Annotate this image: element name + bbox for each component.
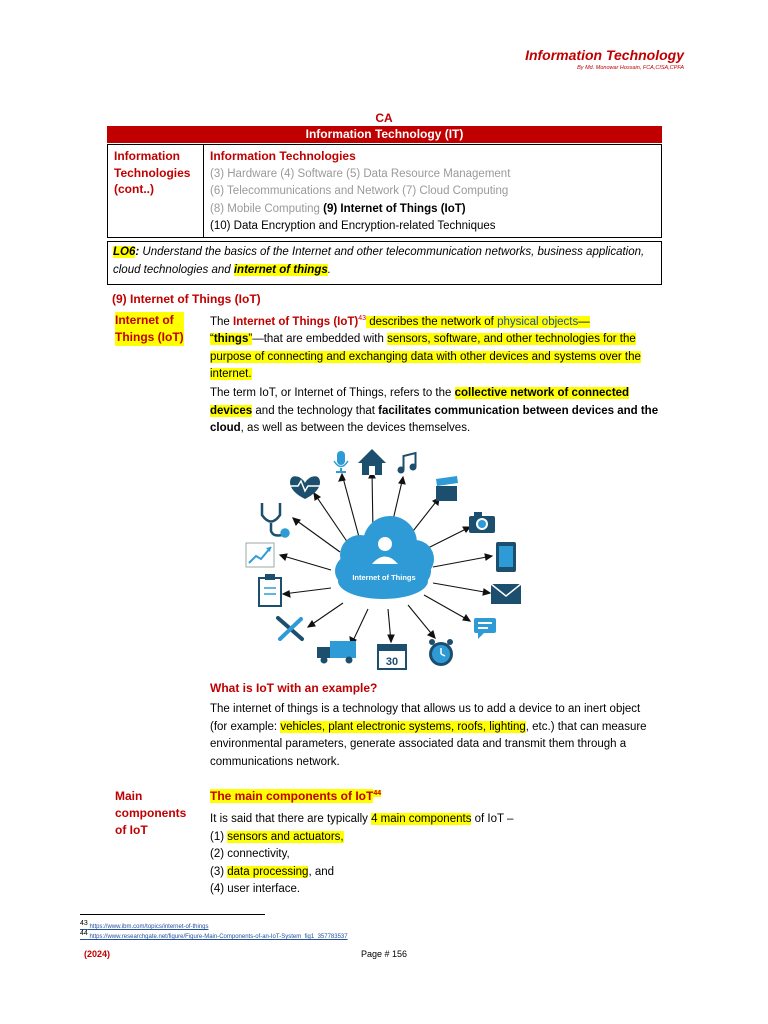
topics-label-line: Technologies: [114, 165, 191, 180]
text: , and: [308, 865, 335, 878]
topics-label-line: (cont..): [114, 182, 154, 196]
side-line: Things (IoT): [115, 330, 184, 344]
ca-label: CA: [375, 111, 393, 125]
text: The term IoT, or Internet of Things, refers to the: [210, 387, 455, 399]
side-line: Internet of: [115, 313, 174, 327]
calendar-day: 30: [385, 656, 399, 668]
topics-box: [107, 144, 662, 238]
text: —that are embedded with: [252, 333, 388, 346]
topic-line: (3) Hardware (4) Software (5) Data Resource Management: [210, 167, 511, 180]
topic-line: (10) Data Encryption and Encryption-related Techniques: [210, 220, 496, 232]
footnote-ref: 43: [358, 315, 367, 322]
header-author: By Md. Monowar Hossain, FCA,CISA,CPFA: [577, 65, 684, 71]
text-hl: data processing: [227, 865, 309, 878]
section-title: (9) Internet of Things (IoT): [112, 292, 261, 306]
text: , as well as between the devices themselves.: [240, 422, 471, 434]
list-intro: [210, 811, 660, 829]
topics-heading: Information Technologies: [210, 149, 356, 163]
text-hl: collective network of connected devices: [210, 387, 630, 417]
text: of IoT –: [471, 813, 514, 825]
text: (1): [210, 830, 228, 843]
list-item: [210, 864, 660, 882]
footnote-ref: 44: [373, 790, 382, 797]
smartphone-icon: [496, 542, 516, 572]
text: It is said that there are typically: [210, 813, 372, 825]
clapperboard-icon: [436, 476, 458, 501]
box-divider: [203, 145, 204, 237]
text-hl: 4 main components: [371, 813, 472, 825]
topic-gray: (8) Mobile Computing: [210, 202, 324, 215]
footnote-number: 44: [80, 930, 88, 937]
lo-code: LO6: [113, 246, 136, 258]
text: The: [210, 315, 234, 328]
footnote-43[interactable]: [80, 920, 209, 930]
lo-colon: :: [135, 246, 143, 258]
topic-current: (9) Internet of Things (IoT): [323, 202, 466, 215]
iot-definition: [210, 310, 660, 384]
lo-text: Understand the basics of the Internet and other telecommunication networks, business application, cloud technologies and: [113, 246, 645, 276]
footnote-number: 43: [80, 920, 88, 927]
text-hl: things: [213, 333, 249, 346]
text-hl: —: [578, 315, 590, 328]
topics-label-line: Information: [114, 149, 180, 163]
subheading-components: [210, 789, 381, 803]
iot-term-paragraph: [210, 385, 660, 438]
subheading-text: The main components of IoT: [210, 789, 374, 803]
mail-icon: [491, 584, 521, 604]
topics-label: [114, 148, 190, 198]
lo-end: .: [327, 264, 331, 276]
home-icon: [358, 449, 386, 475]
topic-line: [210, 201, 510, 219]
calendar-icon: [378, 645, 406, 669]
user-icon: [378, 537, 392, 551]
footnote-rule: [80, 914, 265, 915]
tools-icon: [278, 618, 302, 639]
text-bold: facilitates communication between devices and the cloud: [210, 404, 659, 434]
cloud-label: Internet of Things: [352, 573, 416, 582]
list-item: (4) user interface.: [210, 883, 301, 895]
footer-page-number: Page # 156: [360, 949, 408, 959]
music-icon: [398, 453, 417, 474]
text-hl: describes the network of: [366, 315, 498, 328]
text: (3): [210, 865, 228, 878]
side-line: Main: [115, 789, 143, 803]
topics-list: [210, 148, 510, 236]
text: , etc.) that can measure environmental parameters, generate associated data and transmit them through a communications network.: [210, 720, 647, 768]
topic-line: (6) Telecommunications and Network (7) Cloud Computing: [210, 185, 509, 197]
text-hl: sensors and actuators,: [227, 830, 344, 843]
term: Internet of Things (IoT): [233, 315, 359, 328]
stethoscope-icon: [262, 503, 289, 537]
text-hl: physical objects: [497, 315, 579, 328]
learning-objective: [107, 241, 662, 285]
text: The internet of things is a technology that allows us to add a device to an inert object (for example:: [210, 703, 641, 733]
text: and the technology that: [252, 404, 379, 417]
text-hl: “: [210, 333, 214, 346]
footnote-link[interactable]: https://www.researchgate.net/figure/Figure-Main-Components-of-an-IoT-System_fig1_357783537: [89, 934, 348, 940]
cloud-icon: [335, 516, 434, 599]
iot-diagram: [238, 443, 531, 677]
components-list: [210, 811, 660, 899]
side-label-iot: [115, 312, 184, 346]
list-item: [210, 829, 660, 847]
header-title: Information Technology: [525, 47, 684, 63]
microphone-icon: [334, 451, 348, 473]
chat-icon: [474, 618, 496, 639]
text-hl: ”: [248, 333, 253, 346]
iot-example-paragraph: [210, 701, 660, 771]
subheading-example: What is IoT with an example?: [210, 681, 378, 695]
list-item: (2) connectivity,: [210, 848, 290, 860]
side-label-components: [115, 788, 186, 839]
alarm-clock-icon: [429, 639, 453, 666]
footer-year: (2024): [84, 949, 111, 959]
camera-icon: [469, 512, 495, 533]
truck-icon: [317, 641, 356, 664]
chapter-bar: Information Technology (IT): [107, 126, 662, 143]
side-line: components: [115, 806, 187, 820]
footnote-44[interactable]: [80, 930, 348, 940]
text-hl: vehicles, plant electronic systems, roofs, lighting: [280, 720, 526, 733]
clipboard-icon: [259, 574, 281, 606]
lo-highlight: internet of things: [233, 264, 328, 276]
footnote-link[interactable]: https://www.ibm.com/topics/internet-of-things: [89, 924, 209, 930]
text-hl: sensors, software, and other technologies for the purpose of connecting and exchanging data with other devices and systems over the internet.: [210, 333, 641, 381]
side-line: of IoT: [115, 823, 148, 837]
chart-growth-icon: [246, 543, 274, 567]
